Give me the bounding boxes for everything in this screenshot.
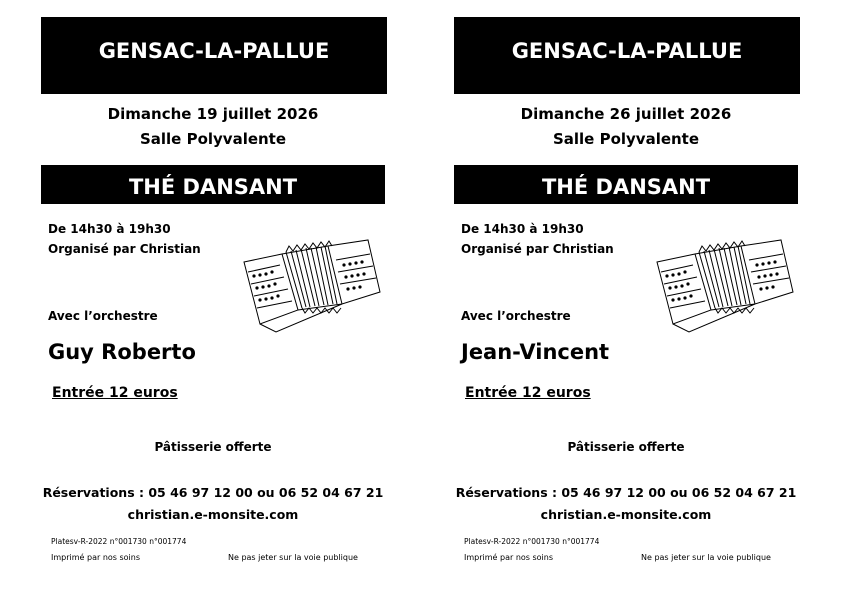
accordion-icon (240, 232, 382, 337)
entry-price: Entrée 12 euros (52, 385, 178, 401)
event-hours: De 14h30 à 19h30 (48, 222, 171, 236)
orchestra-label: Avec l’orchestre (48, 309, 158, 323)
event-venue: Salle Polyvalente (552, 130, 700, 148)
event-date: Dimanche 26 juillet 2026 (520, 105, 732, 123)
town-banner: GENSAC-LA-PALLUE (454, 17, 800, 94)
event-organizer: Organisé par Christian (48, 242, 201, 256)
pastry-note: Pâtisserie offerte (154, 440, 272, 454)
no-litter-note: Ne pas jeter sur la voie publique (641, 553, 771, 562)
license-number: Platesv-R-2022 n°001730 n°001774 (51, 537, 187, 546)
event-title-banner: THÉ DANSANT (41, 165, 385, 204)
reservations: Réservations : 05 46 97 12 00 ou 06 52 04 67 21 (455, 485, 797, 500)
orchestra-label: Avec l’orchestre (461, 309, 571, 323)
event-hours: De 14h30 à 19h30 (461, 222, 584, 236)
website: christian.e-monsite.com (127, 507, 299, 522)
pastry-note: Pâtisserie offerte (567, 440, 685, 454)
flyer-left (40, 0, 400, 596)
town-banner: GENSAC-LA-PALLUE (41, 17, 387, 94)
license-number: Platesv-R-2022 n°001730 n°001774 (464, 537, 600, 546)
orchestra-name: Guy Roberto (48, 340, 196, 364)
event-organizer: Organisé par Christian (461, 242, 614, 256)
printed-note: Imprimé par nos soins (464, 553, 554, 562)
event-venue: Salle Polyvalente (139, 130, 287, 148)
event-date: Dimanche 19 juillet 2026 (107, 105, 319, 123)
orchestra-name: Jean-Vincent (461, 340, 610, 364)
printed-note: Imprimé par nos soins (51, 553, 141, 562)
reservations: Réservations : 05 46 97 12 00 ou 06 52 04 67 21 (42, 485, 384, 500)
event-title-banner: THÉ DANSANT (454, 165, 798, 204)
accordion-icon (653, 232, 795, 337)
website: christian.e-monsite.com (540, 507, 712, 522)
flyer-right (453, 0, 813, 596)
entry-price: Entrée 12 euros (465, 385, 591, 401)
no-litter-note: Ne pas jeter sur la voie publique (228, 553, 358, 562)
